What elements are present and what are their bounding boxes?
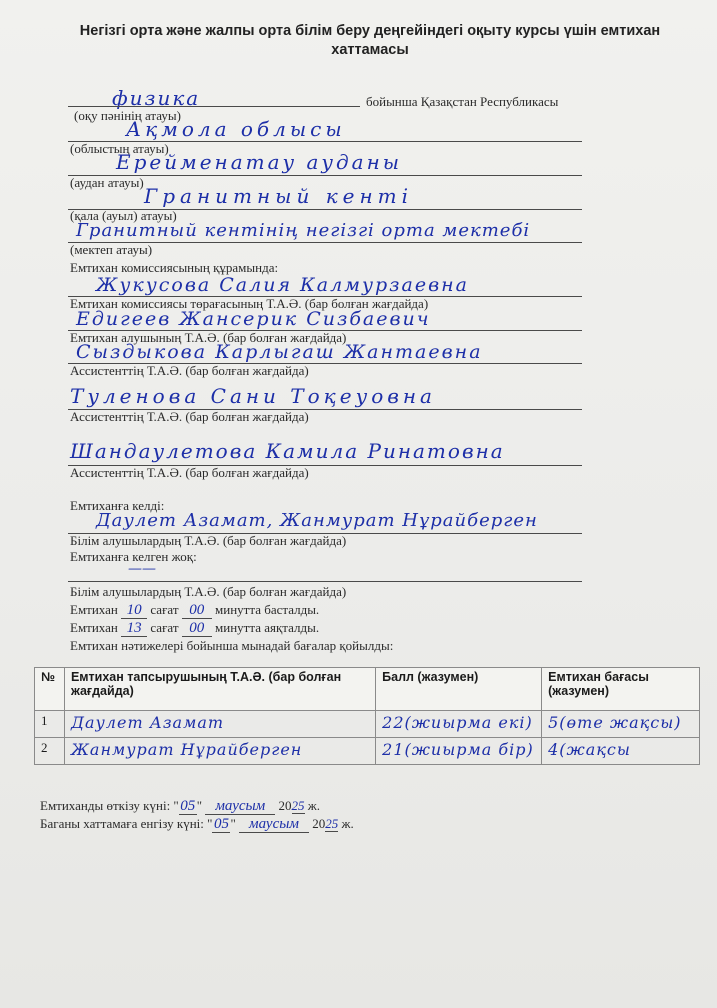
- school-handwritten: Гранитный кентінің негізгі орта мектебі: [76, 220, 531, 241]
- assistant1-handwritten: Сыздыкова Карлыгаш Жантаевна: [76, 341, 483, 363]
- exam-date-year-prefix: 20: [278, 798, 292, 813]
- region-handwritten: Ақмола облысы: [126, 117, 346, 141]
- exam-end-minute: 00: [182, 621, 212, 637]
- entry-date-mid: ": [230, 816, 236, 831]
- subject-caption: (оқу пәнінің атауы): [74, 108, 181, 123]
- exam-start-hour-word: сағат: [150, 602, 179, 617]
- absent-handwritten: ——: [128, 561, 156, 577]
- assistant1-caption: Ассистенттің Т.А.Ә. (бар болған жағдайда): [70, 363, 309, 378]
- examiner-handwritten: Едигеев Жансерик Сизбаевич: [76, 308, 431, 330]
- entry-date-suffix: ж.: [341, 816, 354, 831]
- results-intro: Емтихан нәтижелері бойынша мынадай бағалар қойылды:: [70, 638, 394, 653]
- entry-date-month: маусым: [239, 817, 309, 833]
- exam-start: [70, 602, 319, 619]
- exam-date-day: 05: [180, 798, 196, 814]
- table-header-number: №: [35, 668, 65, 711]
- absent-line: [68, 581, 582, 582]
- exam-start-minute: 00: [182, 603, 212, 619]
- entry-date-prefix: Баганы хаттамаға енгізу күні: ": [40, 816, 213, 831]
- attended-label: Емтиханға келді:: [70, 498, 165, 513]
- exam-end-hour-word: сағат: [150, 620, 179, 635]
- district-caption: (аудан атауы): [70, 175, 144, 190]
- city-handwritten: Гранитный кенті: [144, 184, 414, 208]
- exam-date-suffix: ж.: [307, 798, 321, 813]
- table-cell-number: 2: [35, 738, 65, 765]
- entry-date-year: 25: [325, 816, 339, 831]
- city-caption: (қала (ауыл) атауы): [70, 208, 177, 223]
- subject-line: [68, 106, 360, 107]
- table-header-name: Емтихан тапсырушының Т.А.Ә. (бар болған жағдайда): [64, 668, 375, 711]
- table-cell-name: Даулет Азамат: [64, 711, 375, 738]
- absent-label: Емтиханға келген жоқ:: [70, 549, 197, 564]
- table-cell-number: 1: [35, 711, 65, 738]
- subject-suffix: бойынша Қазақстан Республикасы: [366, 94, 559, 109]
- table-row: [35, 711, 700, 738]
- table-cell-grade: 5(өте жақсы): [542, 711, 700, 738]
- exam-end-hour: 13: [121, 621, 147, 637]
- results-table: [34, 667, 700, 765]
- exam-date: [40, 798, 320, 815]
- exam-end: [70, 620, 319, 637]
- attended-handwritten: Даулет Азамат, Жанмурат Нұрайберген: [96, 510, 538, 531]
- table-header-score: Балл (жазумен): [376, 668, 542, 711]
- document-title: Негізгі орта және жалпы орта білім беру деңгейіндегі оқыту курсы үшін емтихан хаттамасы: [79, 23, 661, 58]
- chair-caption: Емтихан комиссиясы төрағасының Т.А.Ә. (бар болған жағдайда): [70, 296, 429, 311]
- exam-start-hour: 10: [121, 603, 147, 619]
- assistant2-caption: Ассистенттің Т.А.Ә. (бар болған жағдайда): [70, 409, 309, 424]
- table-cell-score: 21(жиырма бір): [376, 738, 542, 765]
- exam-end-suffix: минутта аяқталды.: [215, 620, 320, 635]
- district-line: [68, 175, 582, 176]
- table-cell-score: 22(жиырма екі): [376, 711, 542, 738]
- assistant2-handwritten: Туленова Сани Тоқеуовна: [70, 384, 436, 408]
- exam-date-mid: ": [196, 798, 203, 813]
- table-cell-name: Жанмурат Нұрайберген: [64, 738, 375, 765]
- exam-date-year: 25: [291, 798, 305, 813]
- table-header-grade: Емтихан бағасы (жазумен): [542, 668, 700, 711]
- table-row: [35, 738, 700, 765]
- assistant3-handwritten: Шандаулетова Камила Ринатовна: [70, 439, 505, 463]
- exam-date-month: маусым: [205, 799, 275, 815]
- entry-date-day: 05: [213, 816, 229, 832]
- exam-start-suffix: минутта басталды.: [215, 602, 320, 617]
- commission-intro: Емтихан комиссиясының құрамында:: [70, 260, 279, 275]
- exam-date-prefix: Емтиханды өткізу күні: ": [40, 798, 179, 813]
- exam-start-prefix: Емтихан: [70, 602, 118, 617]
- school-caption: (мектеп атауы): [70, 242, 153, 257]
- exam-end-prefix: Емтихан: [70, 620, 118, 635]
- district-handwritten: Ерейменатау ауданы: [116, 150, 403, 174]
- attended-caption: Білім алушылардың Т.А.Ә. (бар болған жағдайда): [70, 533, 347, 548]
- absent-caption: Білім алушылардың Т.А.Ә. (бар болған жағдайда): [70, 584, 347, 599]
- assistant3-caption: Ассистенттің Т.А.Ә. (бар болған жағдайда): [70, 465, 309, 480]
- chair-handwritten: Жукусова Салия Калмурзаевна: [96, 274, 469, 296]
- table-cell-grade: 4(жақсы: [542, 738, 700, 765]
- examiner-caption: Емтихан алушының Т.А.Ә. (бар болған жағдайда): [70, 330, 347, 345]
- entry-date-year-prefix: 20: [312, 816, 326, 831]
- subject-handwritten: физика: [112, 86, 201, 110]
- table-header-row: [35, 668, 700, 711]
- entry-date: [40, 816, 354, 833]
- region-caption: (облыстың атауы): [70, 141, 169, 156]
